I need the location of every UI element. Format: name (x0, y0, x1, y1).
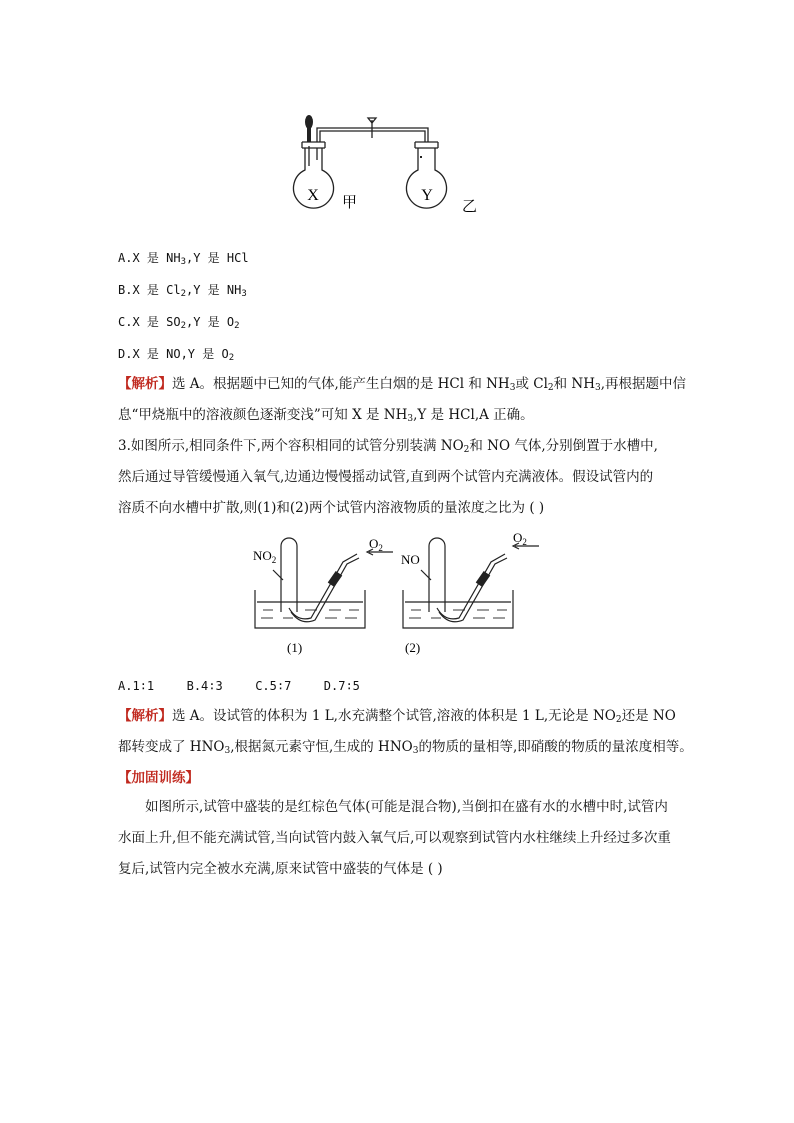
question-3-line-2: 然后通过导管缓慢通入氧气,边通边慢慢摇动试管,直到两个试管内充满液体。假设试管内的 (118, 469, 654, 485)
gas-1-label: $NO_2$ (253, 548, 277, 565)
caption-1: (1) (287, 640, 303, 655)
flask-yi-label: 乙 (462, 199, 478, 215)
analysis-tag: 【解析】 (118, 376, 172, 392)
oxygen-1-label: $O_2$ (369, 536, 383, 553)
analysis-tag-2: 【解析】 (118, 708, 172, 724)
flask-x-label: X (307, 187, 319, 204)
flask-y-label: Y (421, 187, 433, 204)
training-tag: 【加固训练】 (118, 770, 199, 786)
q3-option-a: A.1∶1 (118, 679, 155, 693)
option-a: A.X 是 $NH_3,Y$ 是 HCl (118, 251, 249, 267)
caption-2: (2) (405, 640, 421, 655)
flask-apparatus-figure (280, 108, 490, 220)
q3-option-b: B.4∶3 (186, 679, 223, 693)
option-c: C.X 是 $SO_2,Y$ 是 $O_2$ (118, 315, 240, 331)
analysis-2-line-1: 【解析】选 A。设试管的体积为 1 L,水充满整个试管,溶液的体积是 1 L,无论是 $NO_2$还是 NO (118, 708, 676, 725)
analysis-1-line-1: 【解析】选 A。根据题中已知的气体,能产生白烟的是 HCl 和 $NH_3$或 $Cl_2$和 $NH_3$,再根据题中信 (118, 376, 687, 393)
analysis-2-line-2: 都转变成了 $HNO_3$,根据氮元素守恒,生成的 $HNO_3$的物质的量相等,即硝酸的物质的量浓度相等。 (118, 739, 693, 756)
q3-option-d: D.7∶5 (323, 679, 360, 693)
option-b: B.X 是 $Cl_2,Y$ 是 $NH_3$ (118, 283, 247, 299)
question-3-line-3: 溶质不向水槽中扩散,则(1)和(2)两个试管内溶液物质的量浓度之比为 ( ) (118, 500, 545, 516)
oxygen-2-label: $O_2$ (513, 532, 527, 547)
option-d: D.X 是 NO,Y 是 $O_2$ (118, 347, 235, 363)
gas-2-label: NO (401, 552, 420, 567)
training-question: 如图所示,试管中盛装的是红棕色气体(可能是混合物),当倒扣在盛有水的水槽中时,试管内水面上升,但不能充满试管,当向试管内鼓入氧气后,可以观察到试管内水柱继续上升经过多次重复后,试管内完全被水充满,原来试管中盛装的气体是 ( ) (118, 799, 671, 877)
test-tube-figure (245, 532, 545, 660)
flask-jia-label: 甲 (342, 195, 358, 211)
question-3-line-1: 3.如图所示,相同条件下,两个容积相同的试管分别装满 $NO_2$和 NO 气体,分别倒置于水槽中, (118, 438, 658, 455)
q3-option-c: C.5∶7 (255, 679, 292, 693)
analysis-1-line-2: 息“甲烧瓶中的溶液颜色逐渐变浅”可知 X 是 $NH_3,Y$ 是 HCl,A 正确。 (118, 407, 534, 424)
q3-options (118, 676, 360, 696)
